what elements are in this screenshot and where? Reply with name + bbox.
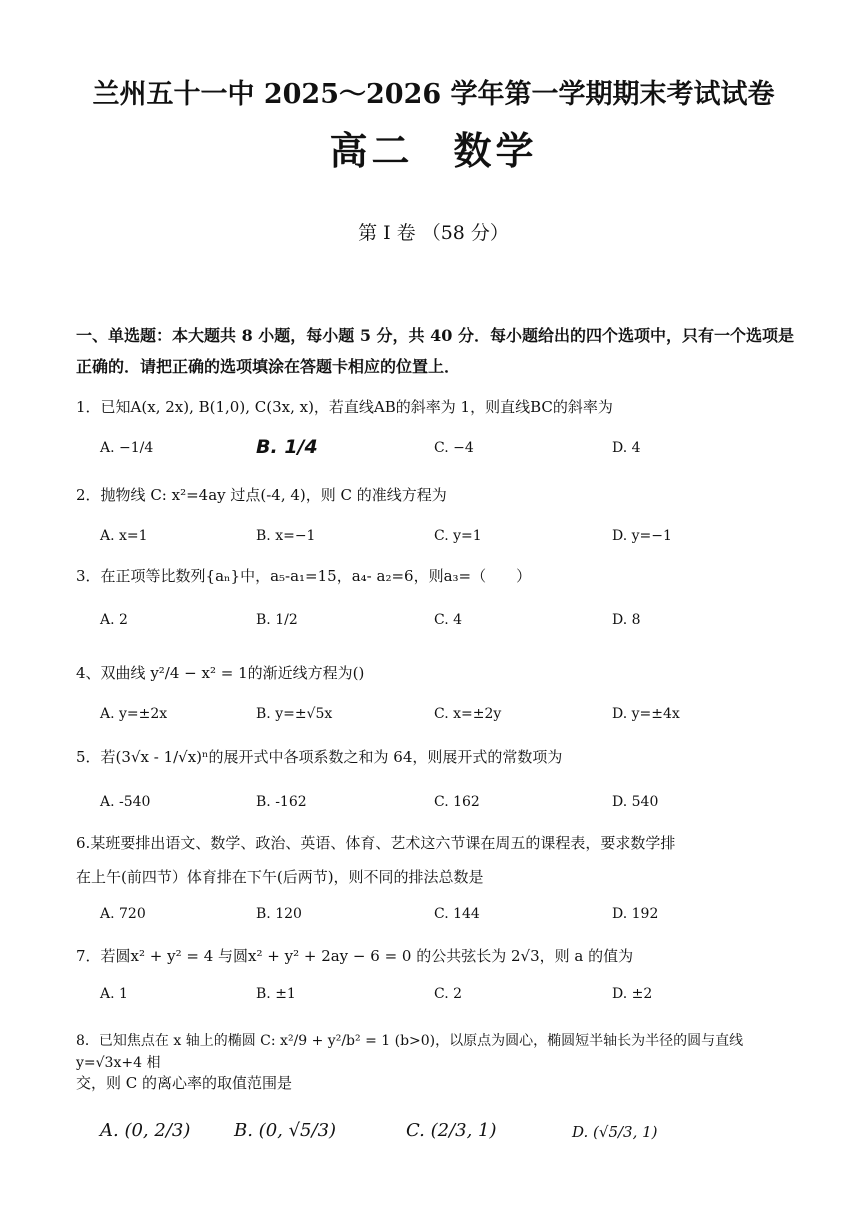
question-stem-line-2: 交，则 C 的离心率的取值范围是 bbox=[76, 1074, 293, 1092]
question-stem: 双曲线 y²/4 − x² = 1的渐近线方程为() bbox=[100, 664, 365, 682]
school-title: 兰州五十一中 2025～2026 学年第一学期期末考试试卷 bbox=[92, 79, 775, 110]
question-1 bbox=[76, 396, 806, 418]
grade-label: 高二 bbox=[329, 128, 414, 173]
question-7 bbox=[76, 945, 806, 967]
question-3-options bbox=[100, 612, 800, 638]
option-d: D. y=±4x bbox=[612, 706, 680, 722]
option-a: A. y=±2x bbox=[100, 706, 168, 722]
question-1-options bbox=[100, 436, 800, 466]
instructions: 一、单选题：本大题共 8 小题，每小题 5 分，共 40 分．每小题给出的四个选项中，只有一个选项是正确的．请把正确的选项填涂在答题卡相应的位置上． bbox=[76, 326, 794, 376]
option-c: C. 144 bbox=[434, 906, 480, 922]
question-number: 7． bbox=[76, 947, 101, 965]
grade-subject-title bbox=[0, 120, 867, 175]
option-c: C. (2/3, 1) bbox=[406, 1120, 497, 1141]
option-a: A. x=1 bbox=[100, 528, 148, 544]
question-number: 1． bbox=[76, 398, 101, 416]
option-d: D. 8 bbox=[612, 612, 641, 628]
question-number: 3． bbox=[76, 567, 101, 585]
question-8-line-2 bbox=[76, 1072, 806, 1094]
option-c: C. 2 bbox=[434, 986, 463, 1002]
option-d: D. y=−1 bbox=[612, 528, 672, 544]
option-a: A. -540 bbox=[100, 794, 151, 810]
question-8-options bbox=[100, 1120, 800, 1146]
question-6-options bbox=[100, 906, 800, 932]
option-d: D. 192 bbox=[612, 906, 659, 922]
question-6-line-2 bbox=[76, 866, 806, 888]
section-heading: 第 I 卷 （58 分） bbox=[358, 222, 509, 244]
question-stem-line-1: 某班要排出语文、数学、政治、英语、体育、艺术这六节课在周五的课程表，要求数学排 bbox=[90, 834, 676, 852]
question-number: 4、 bbox=[76, 664, 101, 682]
option-c: C. 162 bbox=[434, 794, 480, 810]
question-5-options bbox=[100, 794, 800, 820]
question-4-options bbox=[100, 706, 800, 732]
question-4 bbox=[76, 662, 806, 684]
question-6 bbox=[76, 832, 806, 854]
question-5 bbox=[76, 746, 806, 768]
option-c: C. x=±2y bbox=[434, 706, 502, 722]
option-c: C. 4 bbox=[434, 612, 463, 628]
option-b: B. (0, √5/3) bbox=[234, 1120, 337, 1141]
question-stem-line-2: 在上午(前四节）体育排在下午(后两节)，则不同的排法总数是 bbox=[76, 868, 484, 886]
option-a: A. 1 bbox=[100, 986, 128, 1002]
option-a: A. 2 bbox=[100, 612, 128, 628]
question-stem: 在正项等比数列{aₙ}中，a₅-a₁=15，a₄- a₂=6，则a₃=（ ） bbox=[100, 567, 532, 585]
option-b: B. ±1 bbox=[256, 986, 296, 1002]
option-b: B. 1/4 bbox=[256, 436, 318, 458]
question-2-options bbox=[100, 528, 800, 554]
option-b: B. y=±√5x bbox=[256, 706, 333, 722]
question-stem: 抛物线 C: x²=4ay 过点(-4, 4)，则 C 的准线方程为 bbox=[100, 486, 447, 504]
option-b: B. 120 bbox=[256, 906, 302, 922]
question-3 bbox=[76, 565, 806, 587]
question-2 bbox=[76, 484, 806, 506]
question-stem-line-1: 已知焦点在 x 轴上的椭圆 C: x²/9 + y²/b² = 1 (b>0)，以原点为圆心，椭圆短半轴长为半径的圆与直线 y=√3x+4 相 bbox=[76, 1033, 744, 1071]
option-c: C. y=1 bbox=[434, 528, 482, 544]
option-a: A. (0, 2/3) bbox=[100, 1120, 191, 1141]
question-number: 6. bbox=[76, 834, 91, 852]
option-a: A. −1/4 bbox=[100, 440, 154, 456]
option-d: D. ±2 bbox=[612, 986, 653, 1002]
question-7-options bbox=[100, 986, 800, 1012]
question-stem: 已知A(x, 2x), B(1,0), C(3x, x)，若直线AB的斜率为 1，则直线BC的斜率为 bbox=[100, 398, 613, 416]
question-stem: 若圆x² + y² = 4 与圆x² + y² + 2ay − 6 = 0 的公共弦长为 2√3，则 a 的值为 bbox=[100, 947, 634, 965]
question-stem: 若(3√x - 1/√x)ⁿ的展开式中各项系数之和为 64，则展开式的常数项为 bbox=[100, 748, 563, 766]
option-b: B. x=−1 bbox=[256, 528, 316, 544]
option-d: D. 540 bbox=[612, 794, 659, 810]
question-number: 2． bbox=[76, 486, 101, 504]
option-d: D. 4 bbox=[612, 440, 641, 456]
option-d: D. (√5/3, 1) bbox=[572, 1123, 658, 1141]
option-a: A. 720 bbox=[100, 906, 146, 922]
option-b: B. 1/2 bbox=[256, 612, 298, 628]
option-b: B. -162 bbox=[256, 794, 307, 810]
question-8 bbox=[76, 1030, 798, 1074]
subject-label: 数学 bbox=[453, 128, 538, 173]
question-number: 8． bbox=[76, 1033, 99, 1049]
option-c: C. −4 bbox=[434, 440, 474, 456]
question-number: 5． bbox=[76, 748, 101, 766]
